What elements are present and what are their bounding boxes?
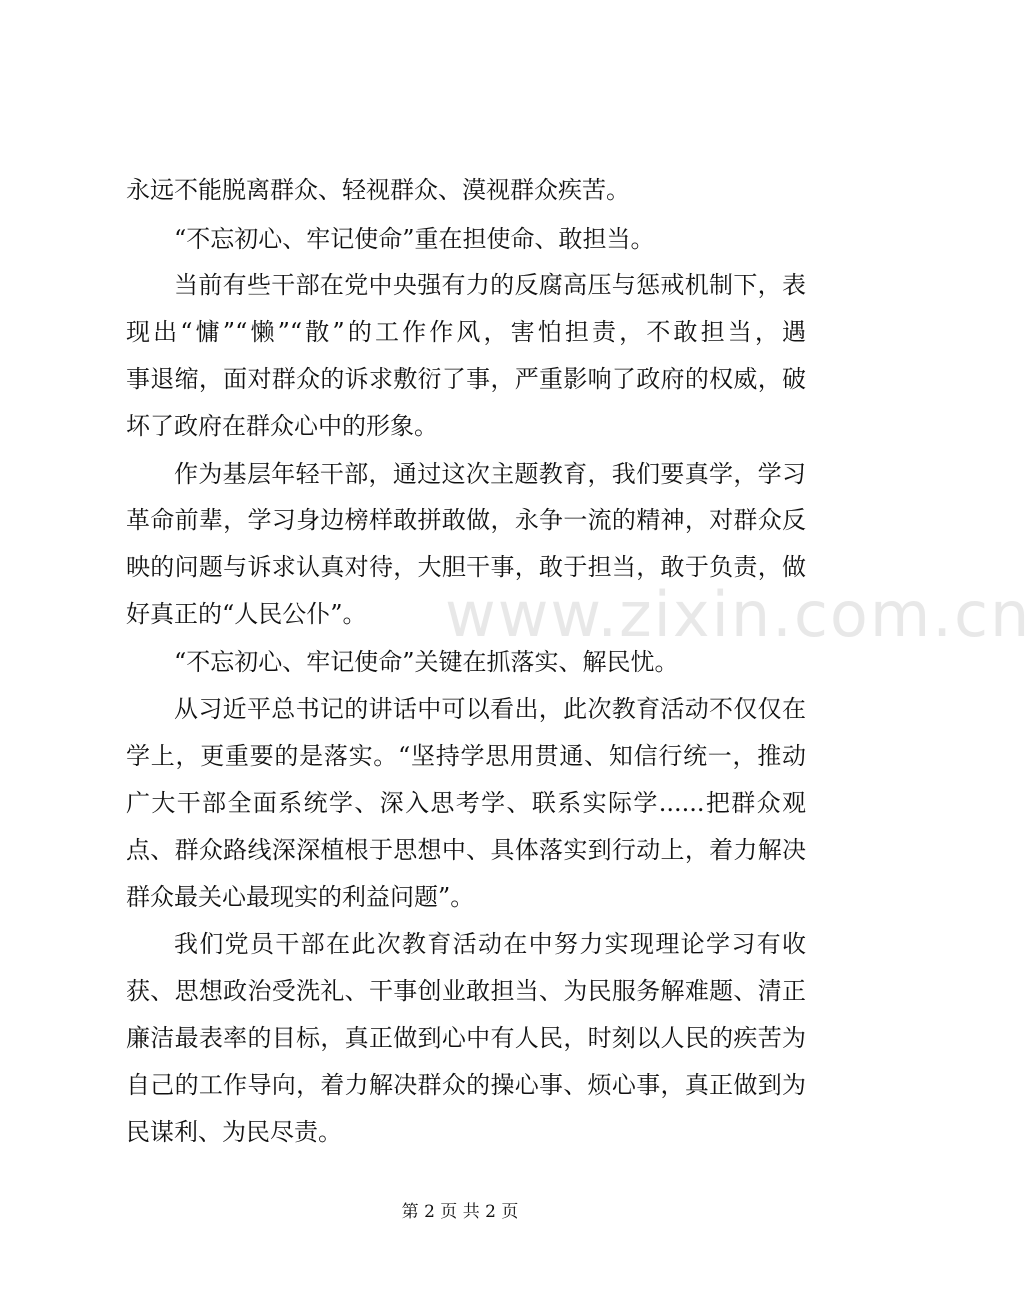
paragraph-line: 坏了政府在群众心中的形象。 — [126, 412, 438, 440]
paragraph-line: 事退缩，面对群众的诉求敷衍了事，严重影响了政府的权威，破 — [126, 365, 806, 393]
paragraph-line: 革命前辈，学习身边榜样敢拼敢做，永争一流的精神，对群众反 — [126, 506, 806, 534]
paragraph-line: 学上，更重要的是落实。“坚持学思用贯通、知信行统一，推动 — [126, 742, 806, 770]
paragraph-line: 获、思想政治受洗礼、干事创业敢担当、为民服务解难题、清正 — [126, 977, 806, 1005]
paragraph-line: 现出“慵”“懒”“散”的工作作风，害怕担责，不敢担当，遇 — [126, 318, 806, 346]
paragraph-line: 群众最关心最现实的利益问题”。 — [126, 883, 475, 911]
paragraph-line: 廉洁最表率的目标，真正做到心中有人民，时刻以人民的疾苦为 — [126, 1024, 806, 1052]
text-line: 永远不能脱离群众、轻视群众、漠视群众疾苦。 — [126, 176, 630, 204]
paragraph-line: 点、群众路线深深植根于思想中、具体落实到行动上，着力解决 — [126, 836, 806, 864]
paragraph-line: 从习近平总书记的讲话中可以看出，此次教育活动不仅仅在 — [174, 695, 806, 723]
paragraph-line: 广大干部全面系统学、深入思考学、联系实际学......把群众观 — [126, 789, 806, 817]
paragraph-line: 好真正的“人民公仆”。 — [126, 600, 367, 628]
paragraph-line: 作为基层年轻干部，通过这次主题教育，我们要真学，学习 — [174, 460, 806, 488]
paragraph-line: 映的问题与诉求认真对待，大胆干事，敢于担当，敢于负责，做 — [126, 553, 806, 581]
watermark: www.zixin.com.cn — [445, 578, 1031, 651]
paragraph-line: 自己的工作导向，着力解决群众的操心事、烦心事，真正做到为 — [126, 1071, 806, 1099]
paragraph-line: 民谋利、为民尽责。 — [126, 1118, 342, 1146]
page-footer: 第 2 页 共 2 页 — [401, 1202, 519, 1222]
paragraph-line: 当前有些干部在党中央强有力的反腐高压与惩戒机制下，表 — [174, 271, 806, 299]
paragraph-line: 我们党员干部在此次教育活动在中努力实现理论学习有收 — [174, 930, 806, 958]
section-heading: “不忘初心、牢记使命”重在担使命、敢担当。 — [174, 225, 655, 253]
section-heading: “不忘初心、牢记使命”关键在抓落实、解民忧。 — [174, 648, 679, 676]
